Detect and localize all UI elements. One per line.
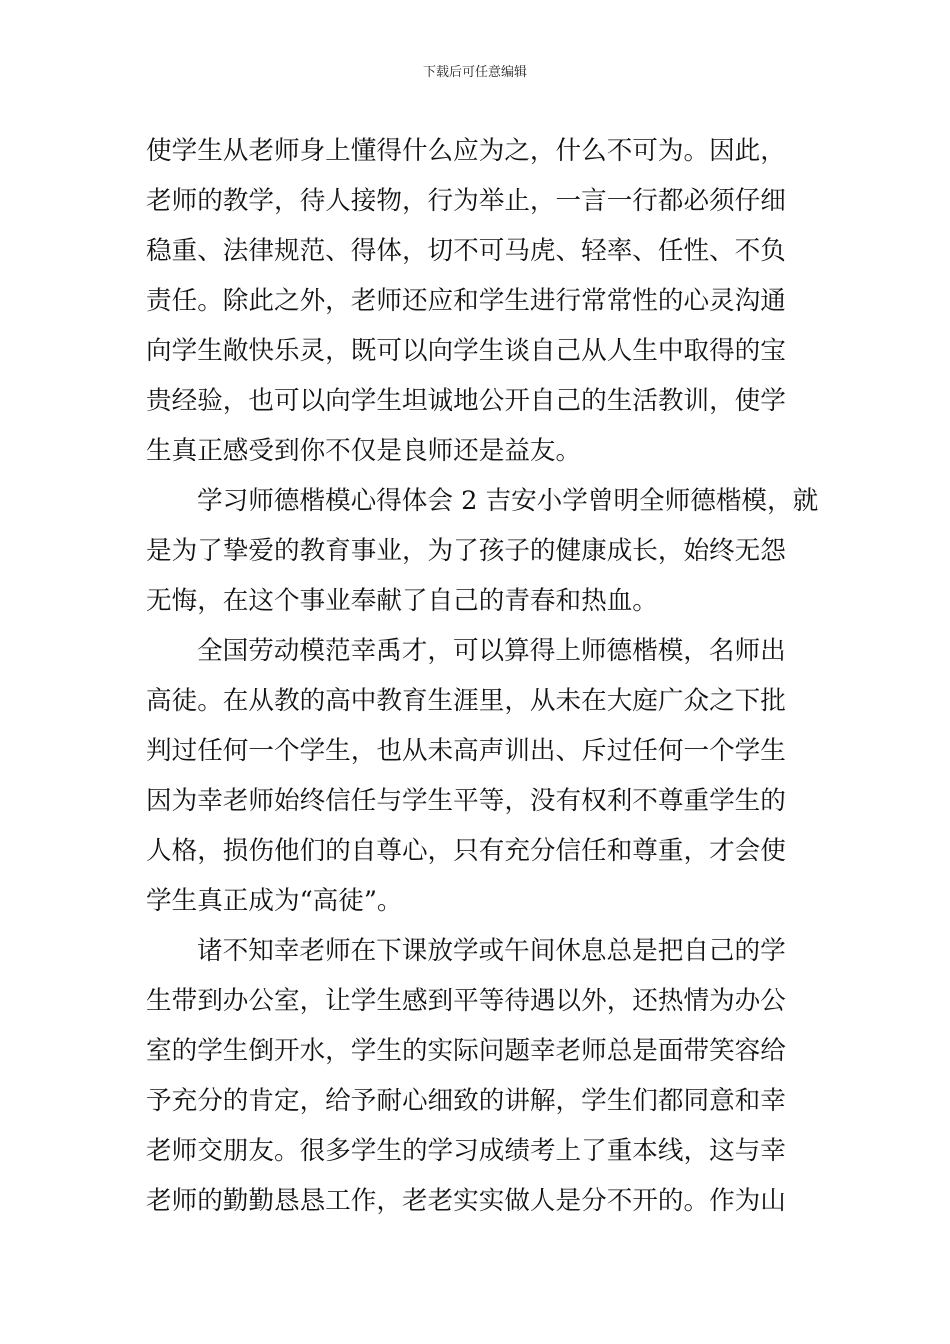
text-line: 予充分的肯定，给予耐心细致的讲解，学生们都同意和幸 (146, 1086, 786, 1116)
text-line: 生带到办公室，让学生感到平等待遇以外，还热情为办公 (146, 986, 786, 1016)
paragraph-first-line: 全国劳动模范幸禹才，可以算得上师德楷模，名师出 (197, 636, 786, 666)
text-line: 人格，损伤他们的自尊心，只有充分信任和尊重，才会使 (146, 836, 786, 866)
text-line: 因为幸老师始终信任与学生平等，没有权利不尊重学生的 (146, 786, 786, 816)
text-line: 判过任何一个学生，也从未高声训出、斥过任何一个学生 (146, 736, 786, 766)
text-line: 高徒。在从教的高中教育生涯里，从未在大庭广众之下批 (146, 686, 786, 716)
text-line: 稳重、法律规范、得体，切不可马虎、轻率、任性、不负 (146, 236, 786, 266)
text-line: 贵经验，也可以向学生坦诚地公开自己的生活教训，使学 (146, 386, 786, 416)
text-line: 使学生从老师身上懂得什么应为之，什么不可为。因此， (146, 136, 786, 166)
paragraph-first-line: 诸不知幸老师在下课放学或午间休息总是把自己的学 (197, 936, 786, 966)
text-line: 学生真正成为“高徒”。 (146, 886, 403, 916)
text-line: 是为了挚爱的教育事业，为了孩子的健康成长，始终无怨 (146, 536, 786, 566)
text-line: 老师的勤勤恳恳工作，老老实实做人是分不开的。作为山 (146, 1186, 786, 1216)
text-line: 责任。除此之外，老师还应和学生进行常常性的心灵沟通 (146, 286, 786, 316)
document-body (146, 126, 819, 1226)
text-line: 老师的教学，待人接物，行为举止，一言一行都必须仔细 (146, 186, 786, 216)
text-line: 向学生敞快乐灵，既可以向学生谈自己从人生中取得的宝 (146, 336, 786, 366)
text-line: 老师交朋友。很多学生的学习成绩考上了重本线，这与幸 (146, 1136, 786, 1166)
paragraph-first-line: 学习师德楷模心得体会 2 吉安小学曾明全师德楷模，就 (197, 486, 819, 516)
text-line: 生真正感受到你不仅是良师还是益友。 (146, 436, 582, 466)
page-header: 下载后可任意编辑 (422, 65, 527, 80)
text-line: 室的学生倒开水，学生的实际问题幸老师总是面带笑容给 (146, 1036, 786, 1066)
text-line: 无悔，在这个事业奉献了自己的青春和热血。 (146, 586, 658, 616)
